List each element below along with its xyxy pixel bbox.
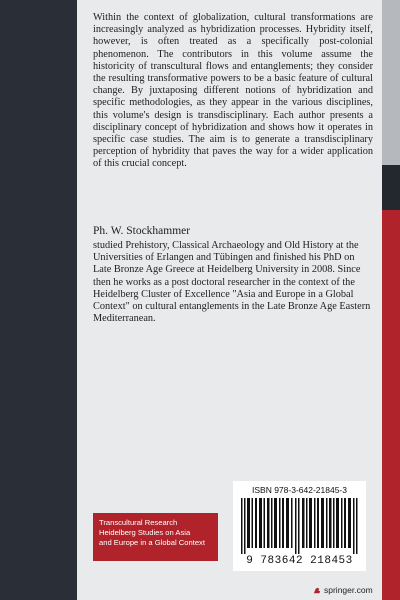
barcode-digits: 9 783642 218453 — [246, 555, 353, 567]
barcode-icon — [241, 498, 358, 554]
author-name: Ph. W. Stockhammer — [93, 225, 191, 237]
book-description: Within the context of globalization, cultural transformations are increasingly analyzed as hybridization processes. Hybridity itself, however, is often treated as a specifically post-colonial phenomenon. The contributors in this volume assume the historicity of transcultural flows and entanglements; they consider the resulting transformative powers to be a basic feature of cultural change. By juxtaposing different notions of hybridization and specific methodologies, as they appear in the various disciplines, this volume's design is transdisciplinary. Each author presents a disciplinary concept of hybridization and shows how it operates in specific case studies. The aim is to generate a transdisciplinary perception of hybridity that paves the way for a wider application of this crucial concept. — [93, 12, 373, 170]
right-edge-dark-block — [382, 165, 400, 210]
right-edge-red-block — [382, 210, 400, 600]
barcode-panel — [233, 481, 366, 571]
series-label — [93, 513, 218, 561]
series-line: and Europe in a Global Context — [99, 538, 205, 547]
publisher-url: springer.com — [324, 585, 373, 595]
author-bio: studied Prehistory, Classical Archaeology and Old History at the Universities of Erlangen and Tübingen and finished his PhD on Late Bronze Age Greece at Heidelberg University in 2008. Since then he works as a post doctoral researcher in the context of the Heidelberg Cluster of Excellence "Asia and Europe in a Global Context" on cultural entanglements in the Late Bronze Age Eastern Mediterranean. — [93, 240, 371, 325]
springer-horse-icon — [313, 586, 322, 595]
series-line: Transcultural Research — [99, 518, 178, 527]
isbn-text: ISBN 978-3-642-21845-3 — [252, 485, 347, 495]
series-line: Heidelberg Studies on Asia — [99, 528, 191, 537]
publisher-mark — [313, 585, 373, 595]
dark-side-band — [0, 0, 77, 600]
